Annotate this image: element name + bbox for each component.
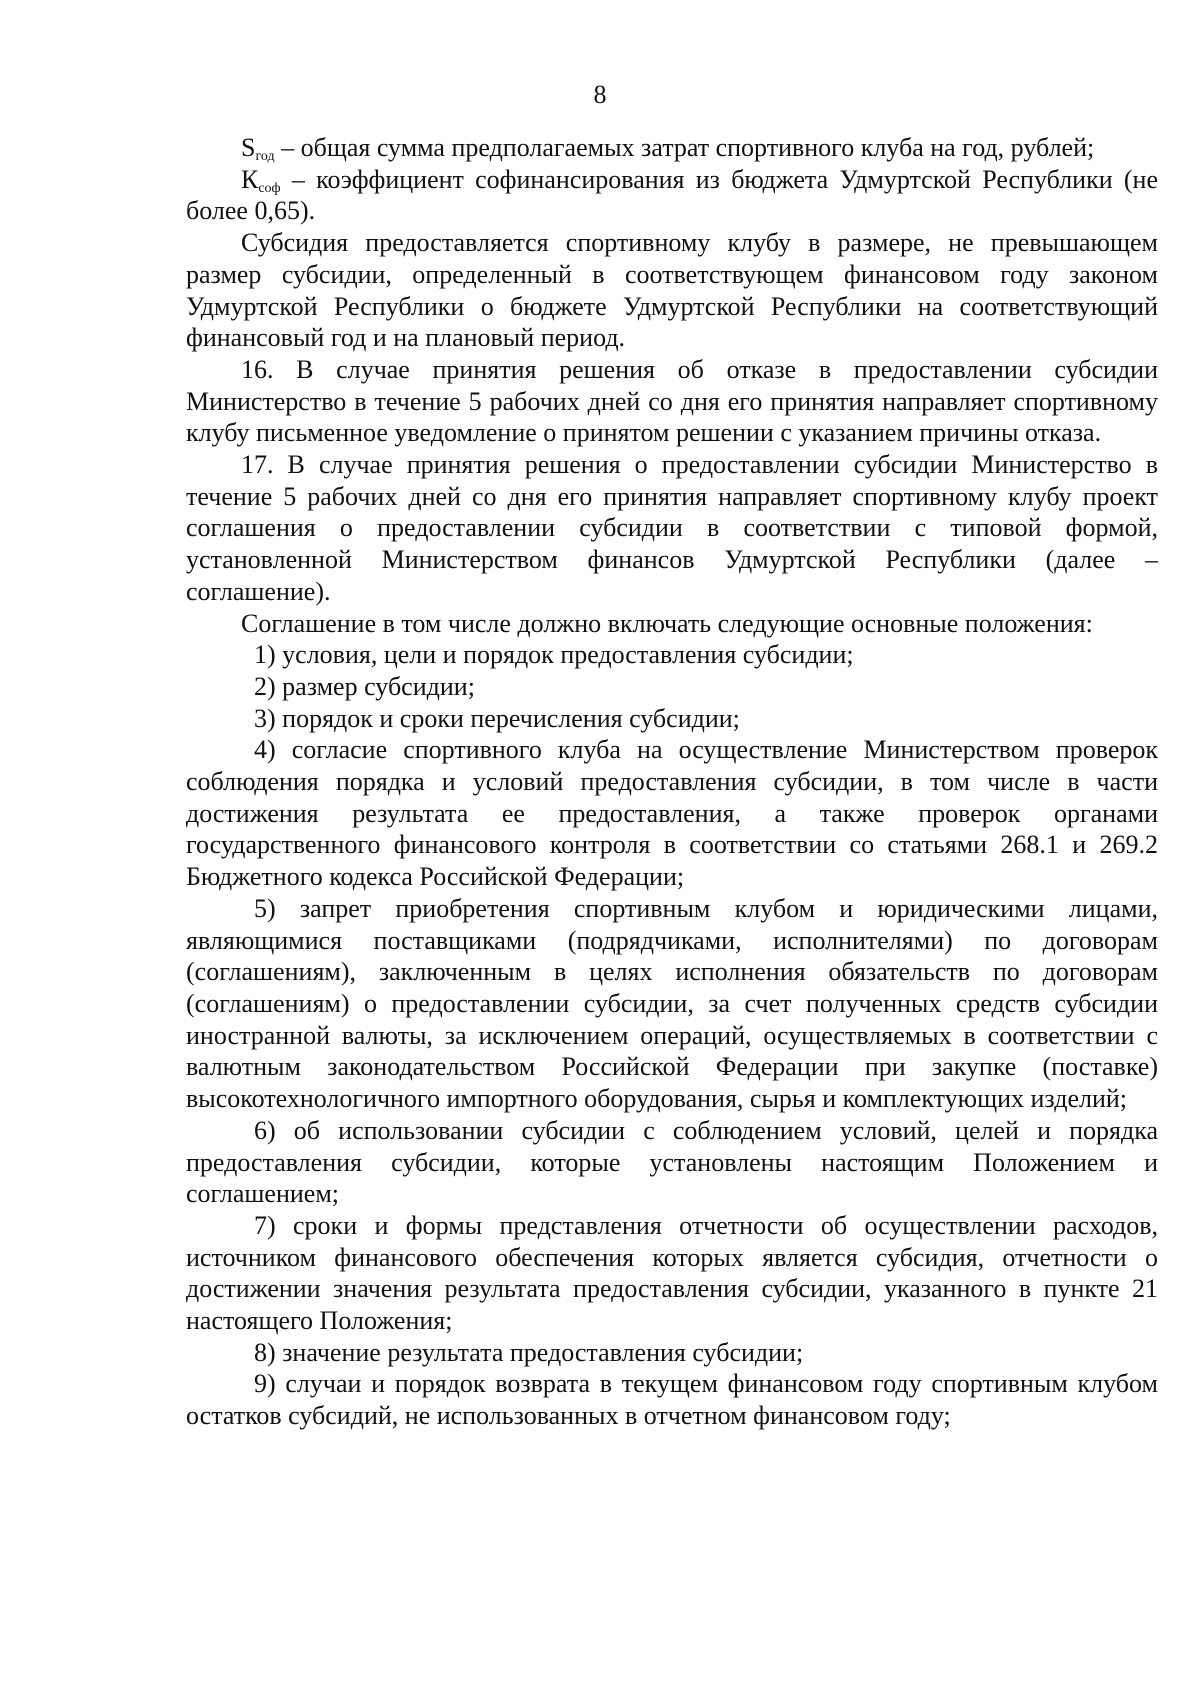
paragraph-agreement-intro: Соглашение в том числе должно включать следующие основные положения: — [241, 608, 1093, 638]
list-item-3: 3) порядок и сроки перечисления субсидии; — [254, 703, 740, 733]
paragraph-17: 17. В случае принятия решения о предоставлении субсидии Министерство в течение 5 рабочих дней со дня его принятия направляет спортивному клубу проект соглашения о предоставлении субсидии в соответствии с типовой формой, установленной Министерством финансов Удмуртской Республики (далее – соглашение). — [186, 450, 1158, 606]
list-item-7: 7) сроки и формы представления отчетности об осуществлении расходов, источником финансового обеспечения которых является субсидия, отчетности о достижении значения результата предоставления субсидии, указанного в пункте 21 настоящего Положения; — [186, 1210, 1158, 1336]
paragraph-text: – коэффициент софинансирования из бюджета Удмуртской Республики (не более 0,65). — [186, 164, 1158, 226]
list-item-9: 9) случаи и порядок возврата в текущем финансовом году спортивным клубом остатков субсидий, не использованных в отчетном финансовом году; — [186, 1369, 1158, 1431]
page-number: 8 — [593, 80, 607, 109]
list-item-5: 5) запрет приобретения спортивным клубом и юридическими лицами, являющимися поставщиками (подрядчиками, исполнителями) по договорам (соглашениям), заключенным в целях исполнения обязательств по договорам (соглашениям) о предоставлении субсидии, за счет полученных средств субсидии иностранной валюты, за исключением операций, осуществляемых в соответствии с валютным законодательством Российской Федерации при закупке (поставке) высокотехнологичного импортного оборудования, сырья и комплектующих изделий; — [186, 893, 1158, 1114]
subscript-god: год — [255, 149, 275, 164]
list-item-6: 6) об использовании субсидии с соблюдением условий, целей и порядка предоставления субсидии, которые установлены настоящим Положением и соглашением; — [186, 1115, 1158, 1209]
paragraph-text: – общая сумма предполагаемых затрат спортивного клуба на год, рублей; — [274, 133, 1095, 162]
symbol-k: К — [241, 164, 259, 194]
paragraph-k-sof — [186, 164, 1158, 227]
paragraph-subsidy-size: Субсидия предоставляется спортивному клубу в размере, не превышающем размер субсидии, определенный в соответствующем финансовом году законом Удмуртской Республики о бюджете Удмуртской Республики на соответствующий финансовый год и на плановый период. — [186, 228, 1158, 353]
list-item-4: 4) согласие спортивного клуба на осуществление Министерством проверок соблюдения порядка и условий предоставления субсидии, в том числе в части достижения результата ее предоставления, а также проверок органами государственного финансового контроля в соответствии со статьями 268.1 и 269.2 Бюджетного кодекса Российской Федерации; — [186, 735, 1158, 892]
list-item-8: 8) значение результата предоставления субсидии; — [254, 1337, 804, 1367]
paragraph-s-god — [186, 132, 1158, 164]
subscript-sof: соф — [258, 180, 281, 196]
symbol-s: S — [241, 133, 256, 162]
paragraph-16: 16. В случае принятия решения об отказе в предоставлении субсидии Министерство в течение 5 рабочих дней со дня его принятия направляет спортивному клубу письменное уведомление о принятом решении с указанием причины отказа. — [186, 354, 1158, 448]
list-item-2: 2) размер субсидии; — [254, 671, 475, 701]
list-item-1: 1) условия, цели и порядок предоставления субсидии; — [254, 640, 854, 670]
document-body — [186, 132, 1158, 1432]
